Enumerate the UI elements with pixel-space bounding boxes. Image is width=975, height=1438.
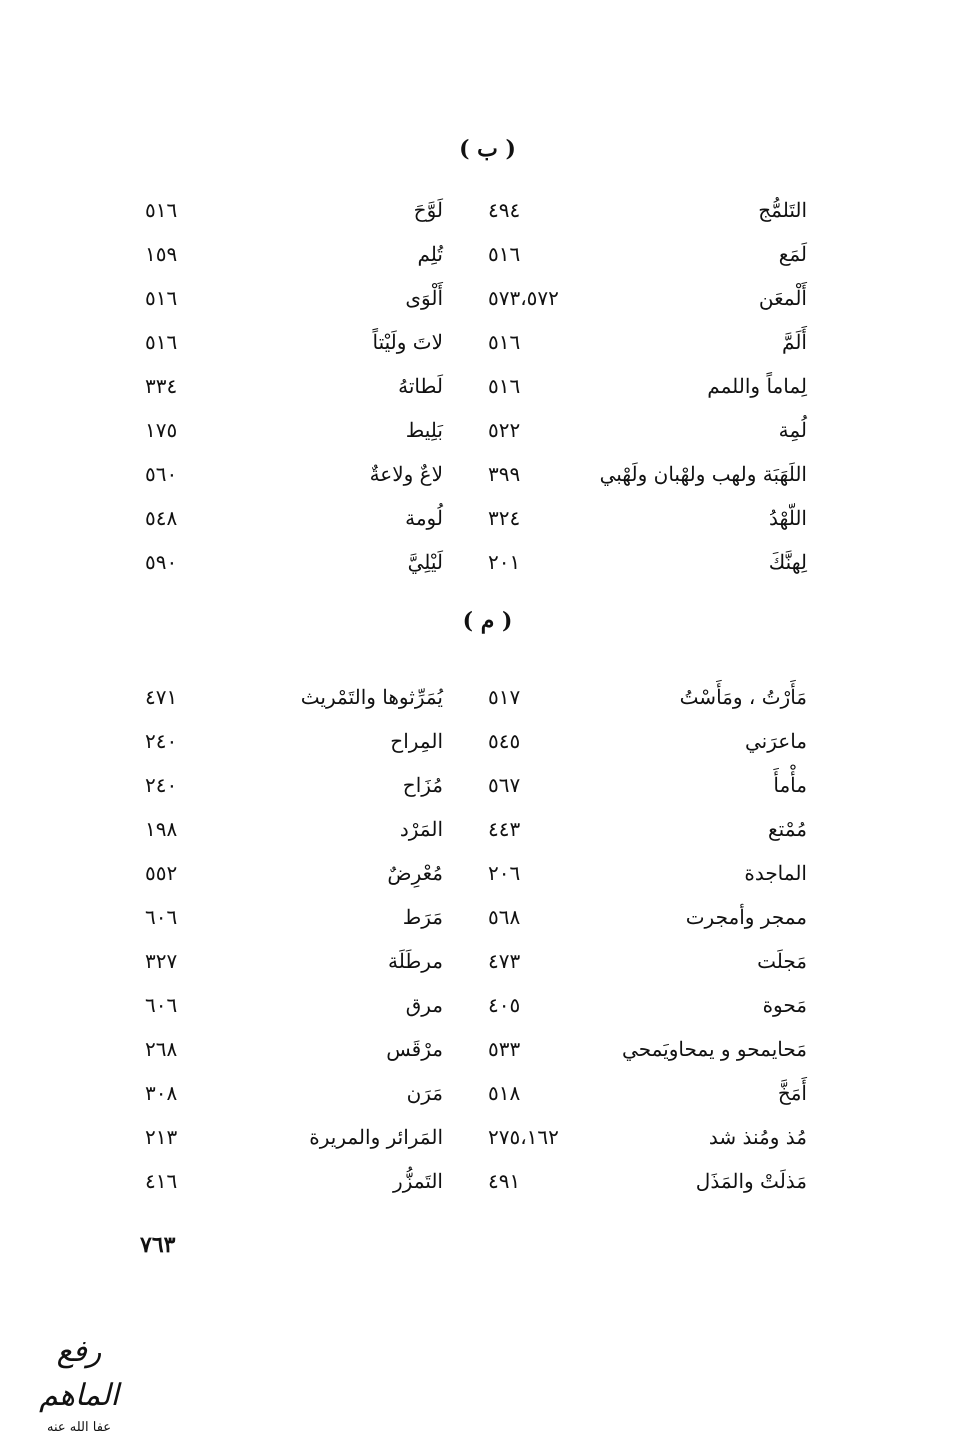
- entry-word: لَوَّحَ: [413, 198, 443, 222]
- table-row: [0, 1027, 975, 1071]
- entry-page: ٥٦٨: [488, 905, 521, 929]
- entry-page: ٥٤٥: [488, 729, 521, 753]
- table-row: [0, 983, 975, 1027]
- entry-word: لَمَع: [778, 242, 807, 266]
- table-row: [0, 540, 975, 584]
- entry-page: ٢٠١: [488, 550, 521, 574]
- entry-page: ٥٩٠: [145, 550, 178, 574]
- entry-word: مَجلَت: [757, 949, 807, 973]
- entry-word: مَحايمحو و يمحاويَمحي: [622, 1037, 807, 1061]
- entry-page: ٦٠٦: [145, 905, 178, 929]
- table-row: [0, 939, 975, 983]
- entry-word: اللَهَبَة ولهب ولهْبان ولَهْبي: [599, 462, 807, 486]
- entry-page: ٥١٦: [145, 198, 178, 222]
- entry-word: لَيْلِيَّ: [407, 550, 443, 574]
- entry-page: ٦٠٦: [145, 993, 178, 1017]
- entry-page: ١٥٩: [145, 242, 178, 266]
- signature-stamp: [20, 1330, 138, 1435]
- table-row: [0, 408, 975, 452]
- entry-page: ٥٢٢: [488, 418, 521, 442]
- entry-page: ٢٤٠: [145, 773, 178, 797]
- entry-page: ٣٩٩: [488, 462, 521, 486]
- entry-word: مُذ ومُنذ شد: [708, 1125, 807, 1149]
- entry-page: ٣٢٤: [488, 506, 521, 530]
- table-row: [0, 675, 975, 719]
- table-row: [0, 1071, 975, 1115]
- entry-page: ٤٧٣: [488, 949, 521, 973]
- entry-word: مرْقَس: [386, 1037, 443, 1061]
- entry-word: أَمَخَّ: [777, 1081, 807, 1105]
- entry-word: مَأَرْتُ ، ومَأَسْتُ: [679, 685, 807, 709]
- table-row: [0, 452, 975, 496]
- entry-page: ٢٤٠: [145, 729, 178, 753]
- entry-word: مَرَن: [406, 1081, 443, 1105]
- entry-page: ٥٣٣: [488, 1037, 521, 1061]
- entry-word: ماعرَني: [744, 729, 807, 753]
- entry-word: مَحوة: [762, 993, 807, 1017]
- entry-word: التَلمُّج: [758, 198, 807, 222]
- entry-word: المِراح: [390, 729, 443, 753]
- entry-page: ٥٥٢: [145, 861, 178, 885]
- entry-word: أَلْوَى: [405, 286, 443, 310]
- table-row: [0, 895, 975, 939]
- entry-word: مُزَاح: [402, 773, 443, 797]
- entry-word: تُلِم: [417, 242, 443, 266]
- table-row: [0, 188, 975, 232]
- entry-word: مُمْتع: [768, 817, 807, 841]
- table-row: [0, 851, 975, 895]
- entry-page: ٥١٧: [488, 685, 521, 709]
- entry-page: ١٩٨: [145, 817, 178, 841]
- entry-word: مرق: [405, 993, 443, 1017]
- entry-page: ٣٢٧: [145, 949, 178, 973]
- entry-word: التَمزُّر: [393, 1169, 443, 1193]
- entry-page: ٤٤٣: [488, 817, 521, 841]
- entry-page: ٥١٦: [145, 286, 178, 310]
- entry-page: ٢٧٥،١٦٢: [488, 1125, 559, 1149]
- entry-page: ٣٠٨: [145, 1081, 178, 1105]
- stamp-main-text: رفع الماهم: [39, 1334, 119, 1413]
- index-table-mim: [0, 675, 975, 1203]
- entry-page: ٥١٨: [488, 1081, 521, 1105]
- entry-page: ٥١٦: [488, 374, 521, 398]
- entry-page: ٥١٦: [145, 330, 178, 354]
- entry-word: أَلَمَّ: [782, 330, 807, 354]
- entry-page: ٢٠٦: [488, 861, 521, 885]
- table-row: [0, 807, 975, 851]
- page-number: ٧٦٣: [140, 1232, 176, 1258]
- table-row: [0, 364, 975, 408]
- entry-page: ٥٦٧: [488, 773, 521, 797]
- entry-page: ٢٦٨: [145, 1037, 178, 1061]
- entry-page: ٥١٦: [488, 242, 521, 266]
- table-row: [0, 1159, 975, 1203]
- entry-page: ٢١٣: [145, 1125, 178, 1149]
- entry-word: مأْمأَ: [773, 773, 807, 797]
- entry-page: ٤٧١: [145, 685, 178, 709]
- entry-page: ٥١٦: [488, 330, 521, 354]
- entry-word: مَذلَتْ والمَذَل: [695, 1169, 807, 1193]
- entry-word: لُومة: [405, 506, 443, 530]
- entry-word: الماجدة: [744, 861, 807, 885]
- table-row: [0, 719, 975, 763]
- entry-word: لاتَ ولَيْتاً: [372, 330, 443, 354]
- entry-word: ممجر وأمجرت: [685, 905, 807, 929]
- entry-word: المَرائر والمريرة: [309, 1125, 443, 1149]
- entry-word: مُعْرِضٌ: [387, 861, 443, 885]
- entry-word: مرطَلَة: [387, 949, 443, 973]
- entry-word: لُمِة: [778, 418, 807, 442]
- entry-page: ٤٩٤: [488, 198, 521, 222]
- table-row: [0, 276, 975, 320]
- table-row: [0, 1115, 975, 1159]
- entry-word: المَرْد: [399, 817, 443, 841]
- entry-word: لاعٌ ولاعةٌ: [369, 462, 443, 486]
- entry-page: ٥٦٠: [145, 462, 178, 486]
- entry-page: ٣٣٤: [145, 374, 178, 398]
- table-row: [0, 320, 975, 364]
- entry-word: لِماماً واللمم: [707, 374, 807, 398]
- entry-word: اللّهْدُ: [769, 506, 807, 530]
- entry-page: ٤٩١: [488, 1169, 521, 1193]
- table-row: [0, 232, 975, 276]
- entry-word: لِهنَّكَ: [768, 550, 807, 574]
- entry-page: ٥٤٨: [145, 506, 178, 530]
- entry-word: بَلِيط: [405, 418, 443, 442]
- entry-word: يُمَرِّثوها والتَمْريث: [300, 685, 443, 709]
- entry-page: ٤١٦: [145, 1169, 178, 1193]
- table-row: [0, 763, 975, 807]
- entry-word: مَرَط: [402, 905, 443, 929]
- section-header-ba: ( ب ): [459, 136, 516, 162]
- entry-word: أَلْمعَن: [758, 286, 807, 310]
- table-row: [0, 496, 975, 540]
- entry-page: ١٧٥: [145, 418, 178, 442]
- entry-page: ٥٧٣،٥٧٢: [488, 286, 559, 310]
- stamp-sub-text: عفا الله عنه: [46, 1420, 112, 1435]
- entry-page: ٤٠٥: [488, 993, 521, 1017]
- index-table-ba: [0, 188, 975, 584]
- section-header-mim: ( م ): [462, 608, 513, 634]
- entry-word: لَطاتهُ: [398, 374, 443, 398]
